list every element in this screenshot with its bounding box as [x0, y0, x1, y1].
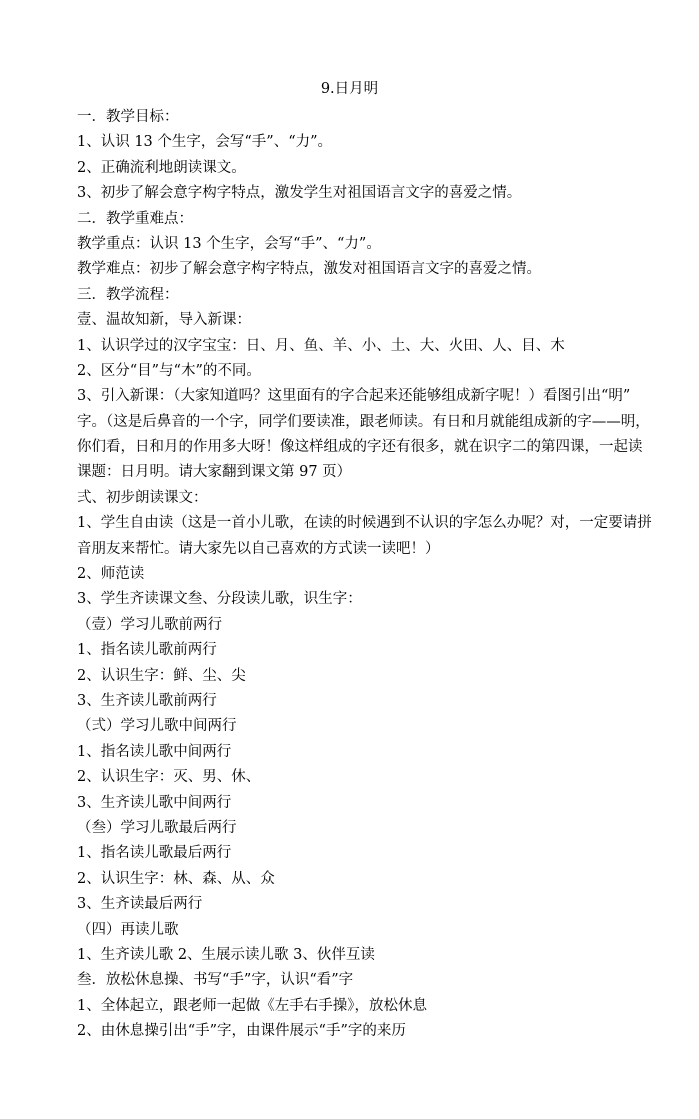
- objective-item-1: 1、认识 13 个生字，会写“手”、“力”。: [77, 134, 333, 151]
- step-heading-first-reading: 弍、初步朗读课文：: [77, 489, 208, 506]
- list-item: 3、生齐读最后两行: [77, 896, 203, 913]
- section-heading-key-points: 二．教学重难点：: [77, 210, 193, 227]
- list-item: 2、由休息操引出“手”字，由课件展示“手”字的来历: [77, 1023, 406, 1040]
- subsection-heading-2: （弍）学习儿歌中间两行: [77, 718, 237, 735]
- list-item: 1、指名读儿歌最后两行: [77, 845, 232, 862]
- subsection-heading-4: （四）再读儿歌: [77, 921, 179, 938]
- review-item-3-line-4: 课题：日月明。请大家翻到课文第 97 页）: [77, 464, 352, 481]
- list-item: 3、生齐读儿歌中间两行: [77, 794, 232, 811]
- reading-item-1-line-2: 音朋友来帮忙。请大家先以自己喜欢的方式读一读吧！）: [77, 540, 440, 557]
- key-point-focus: 教学重点：认识 13 个生字，会写“手”、“力”。: [77, 235, 381, 252]
- reading-item-2: 2、师范读: [77, 566, 145, 583]
- reading-item-1-line-1: 1、学生自由读（这是一首小儿歌，在读的时候遇到不认识的字怎么办呢？对，一定要请拼: [77, 515, 652, 532]
- list-item: 1、指名读儿歌中间两行: [77, 743, 232, 760]
- list-item: 2、认识生字：林、森、从、众: [77, 870, 275, 887]
- section-heading-process: 三．教学流程：: [77, 286, 179, 303]
- list-item: 1、全体起立，跟老师一起做《左手右手操》，放松休息: [77, 997, 427, 1014]
- objective-item-3: 3、初步了解会意字构字特点，激发学生对祖国语言文字的喜爱之情。: [77, 185, 522, 202]
- review-item-1: 1、认识学过的汉字宝宝：日、月、鱼、羊、小、土、大、火田、人、目、木: [77, 337, 565, 354]
- document-body: [77, 105, 652, 1044]
- review-item-3-line-2: 字。（这是后鼻音的一个字，同学们要读准，跟老师读。有日和月就能组成新的字——明，: [77, 413, 650, 430]
- objective-item-2: 2、正确流利地朗读课文。: [77, 159, 246, 176]
- list-item: 1、生齐读儿歌 2、生展示读儿歌 3、伙伴互读: [77, 946, 375, 963]
- review-item-3-line-1: 3、引入新课：（大家知道吗？这里面有的字合起来还能够组成新字呢！）看图引出“明”: [77, 388, 631, 405]
- step-heading-relax: 叁．放松休息操、书写“手”字，认识“看”字: [77, 972, 354, 989]
- list-item: 2、认识生字：灭、男、休、: [77, 769, 261, 786]
- reading-item-3: 3、学生齐读课文叁、分段读儿歌，识生字：: [77, 591, 362, 608]
- step-heading-review: 壹、温故知新，导入新课：: [77, 312, 251, 329]
- subsection-heading-1: （壹）学习儿歌前两行: [77, 616, 222, 633]
- list-item: 1、指名读儿歌前两行: [77, 642, 217, 659]
- key-point-difficulty: 教学难点：初步了解会意字构字特点，激发对祖国语言文字的喜爱之情。: [77, 261, 541, 278]
- document-title: 9.日月明: [320, 81, 379, 97]
- list-item: 2、认识生字：鲜、尘、尖: [77, 667, 246, 684]
- review-item-2: 2、区分“目”与“木”的不同。: [77, 362, 261, 379]
- review-item-3-line-3: 你们看，日和月的作用多大呀！像这样组成的字还有很多，就在识字二的第四课，一起读: [77, 439, 643, 456]
- subsection-heading-3: （叁）学习儿歌最后两行: [77, 819, 237, 836]
- section-heading-objectives: 一．教学目标：: [77, 109, 179, 125]
- list-item: 3、生齐读儿歌前两行: [77, 692, 217, 709]
